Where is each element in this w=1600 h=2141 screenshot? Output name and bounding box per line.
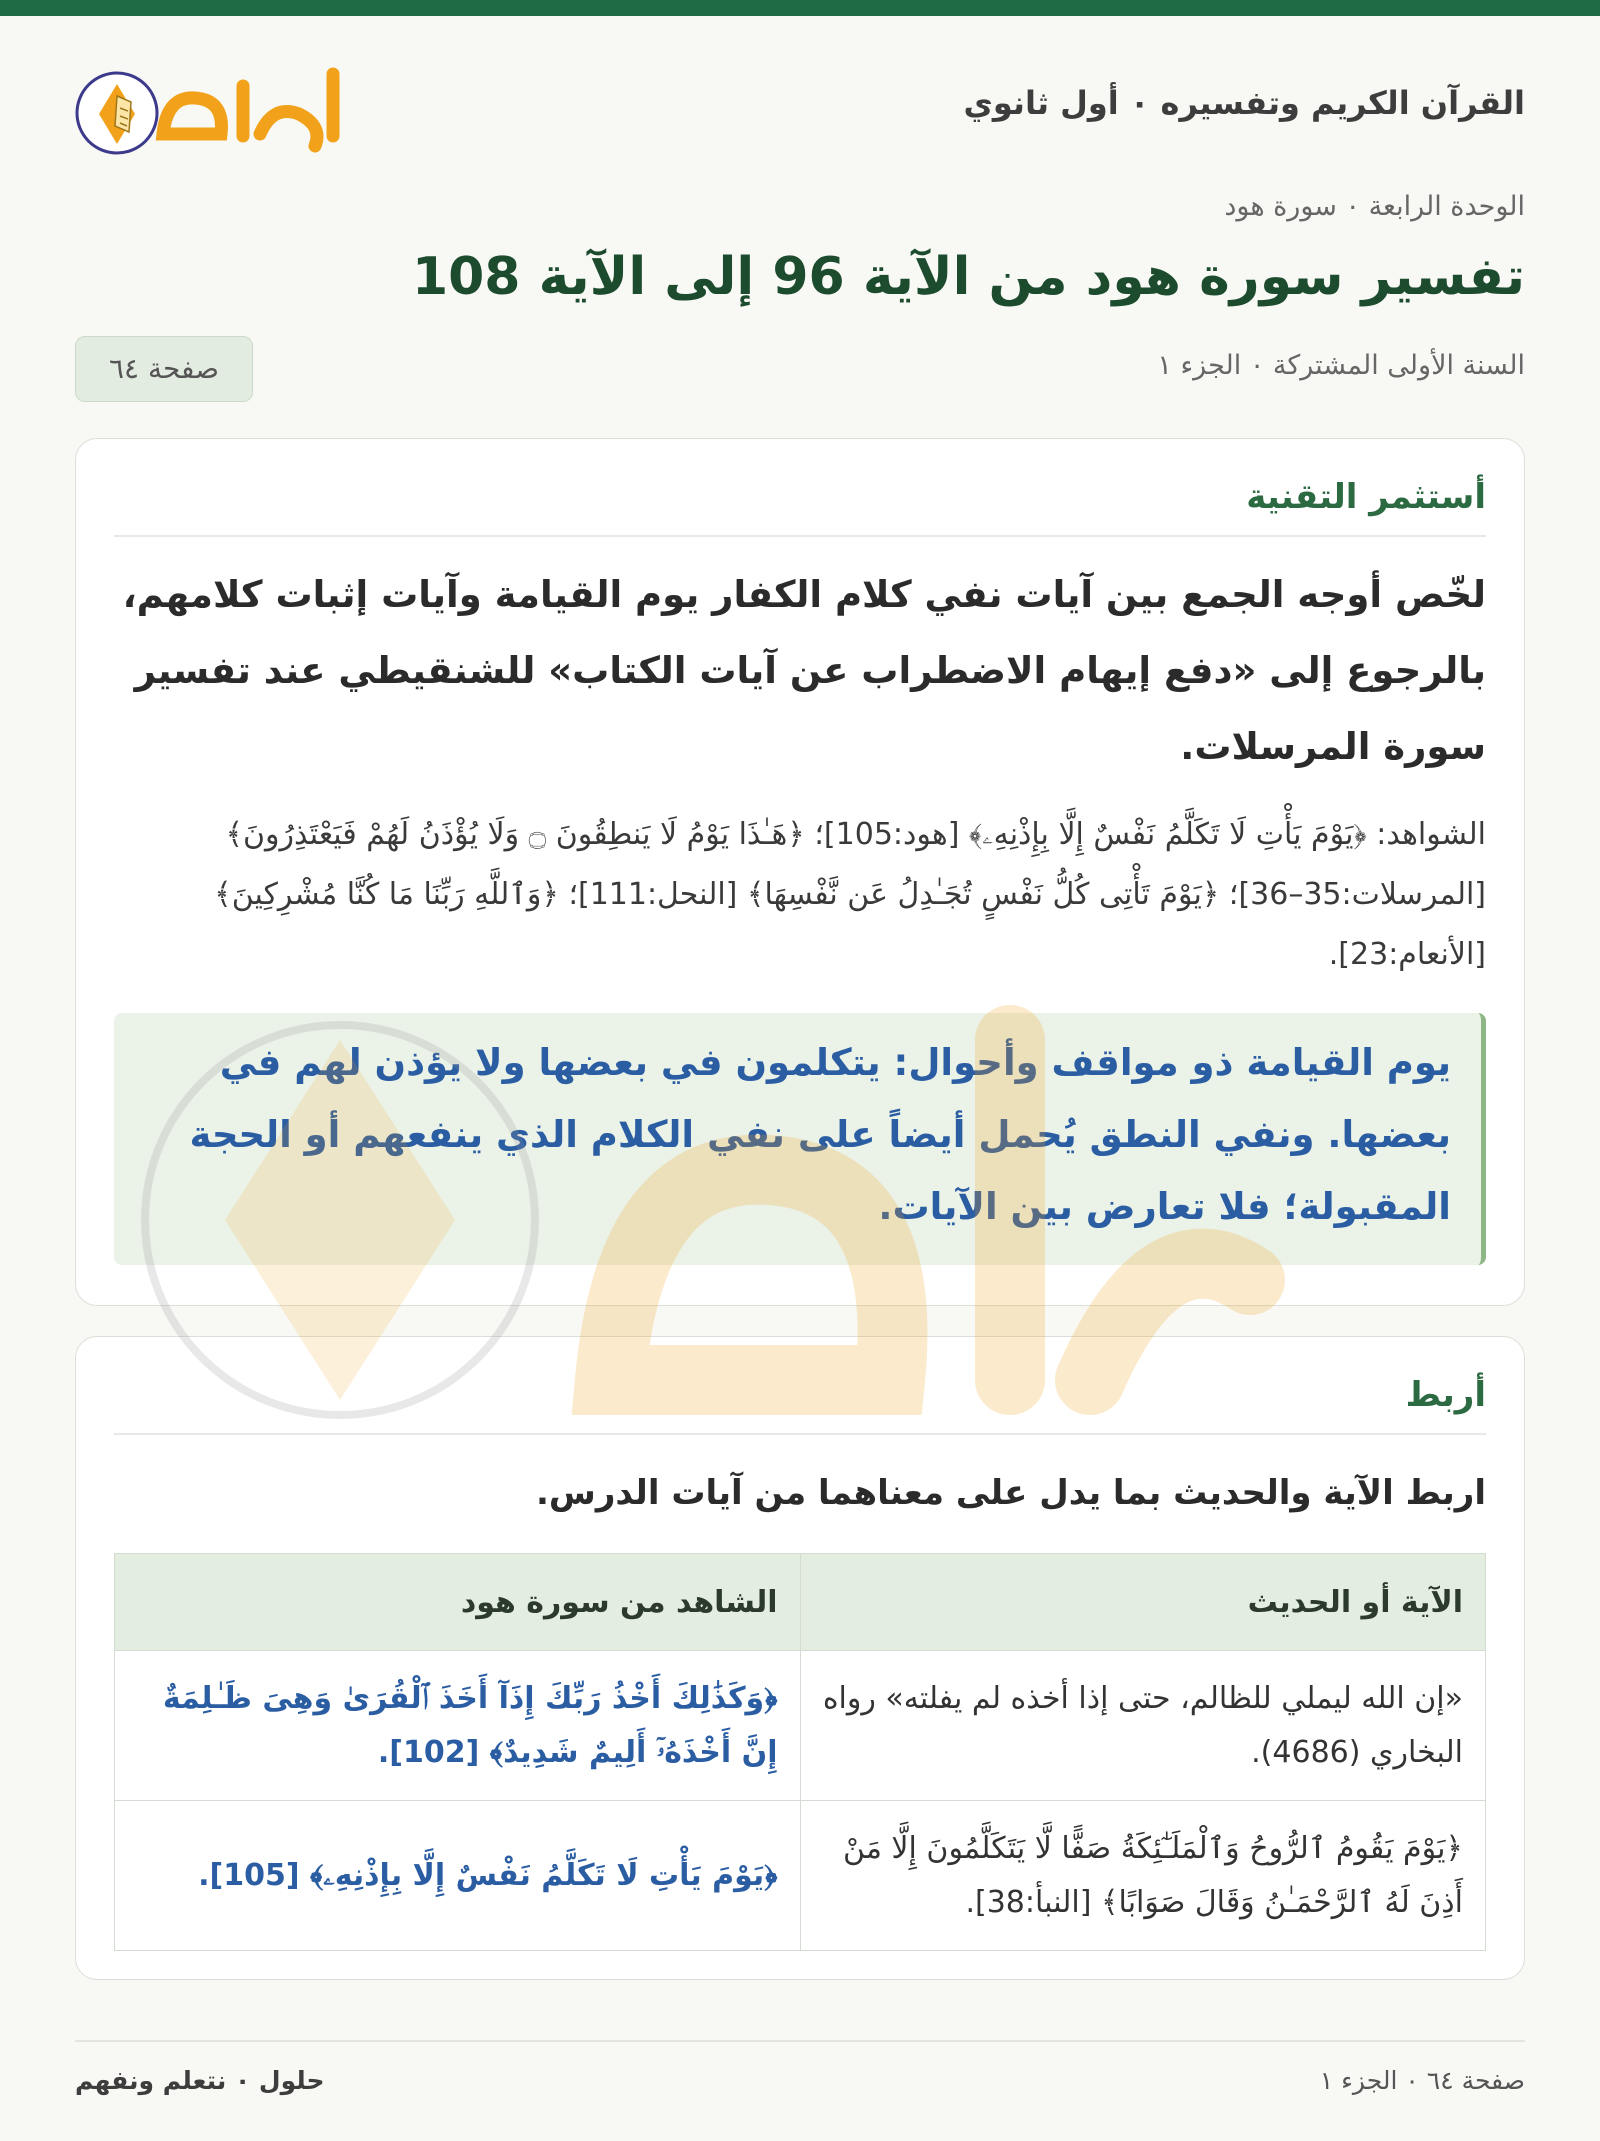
footer-page-info: صفحة ٦٤ ٠ الجزء ١: [1319, 2066, 1525, 2095]
page-footer: [75, 2040, 1525, 2112]
footer-brand: حلول ٠ نتعلم ونفهم: [75, 2066, 325, 2095]
lesson-meta: السنة الأولى المشتركة ٠ الجزء ١: [1157, 350, 1525, 381]
page-number-badge: صفحة ٦٤: [75, 336, 253, 402]
link-card-title: أربط: [114, 1337, 1486, 1435]
link-card: [75, 1336, 1525, 1980]
book-title: القرآن الكريم وتفسيره ٠ أول ثانوي: [963, 84, 1525, 122]
answer-box: يوم القيامة ذو مواقف وأحوال: يتكلمون في بعضها ولا يؤذن لهم في بعضها. ونفي النطق يُحمل أيضاً على نفي الكلام الذي ينفعهم أو الحجة المقبولة؛ فلا تعارض بين الآيات.: [114, 1013, 1486, 1265]
technology-card: [75, 438, 1525, 1306]
table-row: [115, 1651, 1486, 1801]
lesson-title: تفسير سورة هود من الآية 96 إلى الآية 108: [411, 247, 1525, 307]
table-row: [115, 1801, 1486, 1951]
technology-question: لخّص أوجه الجمع بين آيات نفي كلام الكفار يوم القيامة وآيات إثبات كلامهم، بالرجوع إلى «دفع إيهام الاضطراب عن آيات الكتاب» للشنقيطي عند تفسير سورة المرسلات.: [122, 573, 1486, 768]
unit-label: الوحدة الرابعة ٠ سورة هود: [1224, 191, 1525, 222]
link-table: [114, 1553, 1486, 1951]
table-cell-verse: «إن الله ليملي للظالم، حتى إذا أخذه لم يفلته» رواه البخاري (4686).: [800, 1651, 1486, 1801]
table-header-row: [115, 1554, 1486, 1651]
table-cell-evidence: ﴿وَكَذَٰلِكَ أَخْذُ رَبِّكَ إِذَآ أَخَذَ ٱلْقُرَىٰ وَهِىَ ظَـٰلِمَةٌ إِنَّ أَخْذَهُۥٓ أَلِيمٌ شَدِيدٌ﴾ [102].: [115, 1651, 801, 1801]
table-cell-evidence: ﴿يَوْمَ يَأْتِ لَا تَكَلَّمُ نَفْسٌ إِلَّا بِإِذْنِهِۦ﴾ [105].: [115, 1801, 801, 1951]
page-content: [75, 16, 1525, 1980]
evidence-verses: الشواهد: ﴿يَوْمَ يَأْتِ لَا تَكَلَّمُ نَفْسٌ إِلَّا بِإِذْنِهِۦ﴾ [هود:105]؛ ﴿هَـٰذَا يَوْمُ لَا يَنطِقُونَ ۝ وَلَا يُؤْذَنُ لَهُمْ فَيَعْتَذِرُونَ﴾ [المرسلات:35–36]؛ ﴿يَوْمَ تَأْتِى كُلُّ نَفْسٍ تُجَـٰدِلُ عَن نَّفْسِهَا﴾ [النحل:111]؛ ﴿وَٱللَّهِ رَبِّنَا مَا كُنَّا مُشْرِكِينَ﴾ [الأنعام:23].: [214, 817, 1486, 972]
table-cell-verse: ﴿يَوْمَ يَقُومُ ٱلرُّوحُ وَٱلْمَلَـٰٓئِكَةُ صَفًّا لَّا يَتَكَلَّمُونَ إِلَّا مَنْ أَذِنَ لَهُ ٱلرَّحْمَـٰنُ وَقَالَ صَوَابًا﴾ [النبأ:38].: [800, 1801, 1486, 1951]
column-header-verse: الآية أو الحديث: [800, 1554, 1486, 1651]
technology-card-title: أستثمر التقنية: [114, 439, 1486, 537]
top-accent-bar: [0, 0, 1600, 16]
column-header-evidence: الشاهد من سورة هود: [115, 1554, 801, 1651]
meta-row: [75, 330, 1525, 420]
link-instruction: اربط الآية والحديث بما يدل على معناهما من آيات الدرس.: [536, 1473, 1486, 1513]
page-header: [75, 16, 1525, 191]
hulul-logo: [75, 56, 345, 166]
